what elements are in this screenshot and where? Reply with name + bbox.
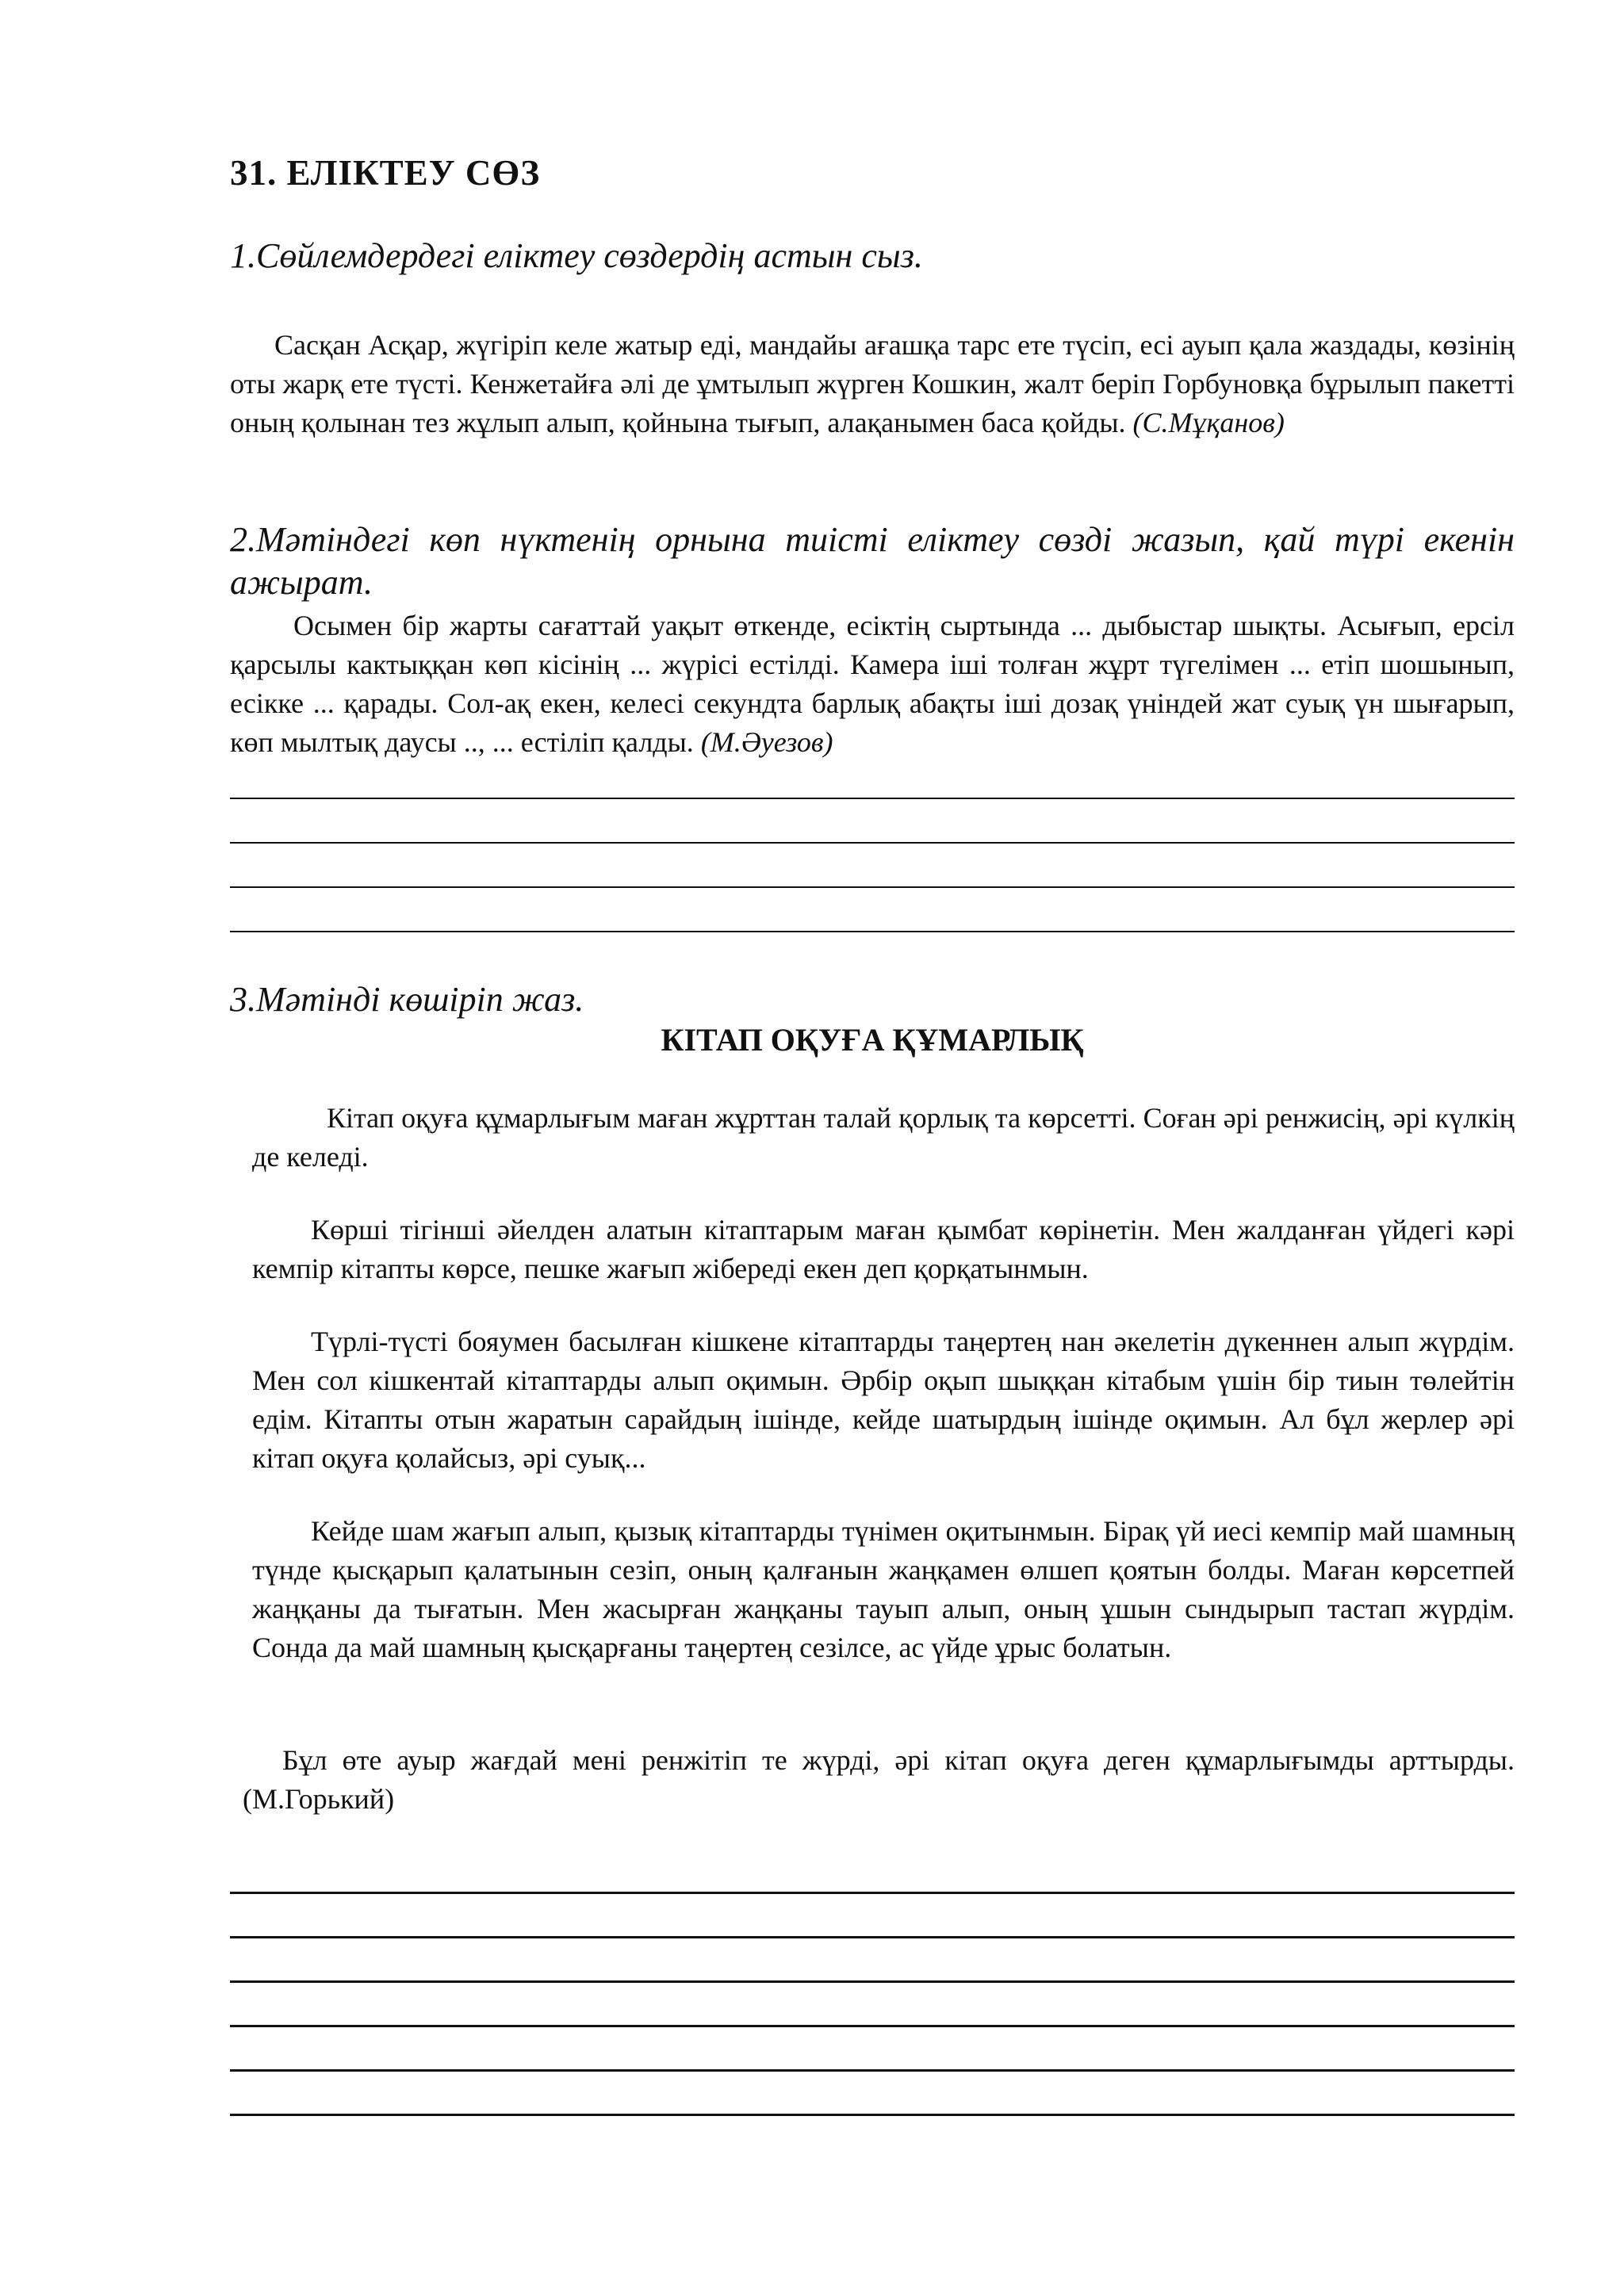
- story-paragraph-3: Түрлі-түсті бояумен басылған кішкене кітаптарды таңертең нан әкелетін дүкеннен алып жүрдім. Мен сол кішкентай кітаптарды алып оқимын. Әрбір оқып шыққан кітабым үшін бір тиын төлейтін едім. Кітапты отын жаратын сарайдың ішінде, кейде шатырдың ішінде оқимын. Ал бұл жерлер әрі кітап оқуға қолайсыз, әрі суық...: [252, 1326, 1515, 1474]
- answer-line: [230, 798, 1515, 799]
- answer-line: [230, 1892, 1515, 1894]
- story-paragraph-1: Кітап оқуға құмарлығым маған жұрттан талай қорлық та көрсетті. Соған әрі ренжисің, әрі күлкің де келеді.: [252, 1102, 1515, 1173]
- answer-line: [230, 1980, 1515, 1983]
- task1-paragraph: [230, 326, 1515, 442]
- task2-paragraph: [230, 607, 1515, 762]
- story-paragraph-4: Кейде шам жағып алып, қызық кітаптарды түнімен оқитынмын. Бірақ үй иесі кемпір май шамның түнде қысқарып қалатынын сезіп, оның қалғанын жаңқамен өлшеп қоятын болды. Маған көрсетпей жаңқаны да тығатын. Мен жасырған жаңқаны тауып алып, оның ұшын сындырып тастап жүрдім. Сонда да май шамның қысқарғаны таңертең сезілсе, ас үйде ұрыс болатын.: [252, 1515, 1515, 1663]
- task1-text: Сасқан Асқар, жүгіріп келе жатыр еді, мандайы ағашқа тарс ете түсіп, есі ауып қала жаздады, көзінің оты жарқ ете түсті. Кенжетайға әлі де ұмтылып жүрген Кошкин, жалт беріп Горбуновқа бұрылып пакетті оның қолынан тез жұлып алып, қойнына тығып, алақанымен баса қойды.: [230, 329, 1515, 438]
- section-title: 31. ЕЛІКТЕУ СӨЗ: [230, 153, 541, 193]
- story-title: КІТАП ОҚУҒА ҚҰМАРЛЫҚ: [661, 1022, 1084, 1058]
- answer-line: [230, 931, 1515, 932]
- answer-line: [230, 2025, 1515, 2027]
- answer-line: [230, 1936, 1515, 1938]
- story-paragraph-5: Бұл өте ауыр жағдай мені ренжітіп те жүрді, әрі кітап оқуға деген құмарлығымды арттырды. (М.Горький): [243, 1744, 1515, 1815]
- answer-line: [230, 886, 1515, 888]
- answer-line: [230, 842, 1515, 844]
- task2-text: Осымен бір жарты сағаттай уақыт өткенде, есіктің сыртында ... дыбыстар шықты. Асығып, ерсіл қарсылы кактыққан көп кісінің ... жүрісі естілді. Камера іші толған жұрт түгелімен ... етіп шошынып, есікке ... қарады. Сол-ақ екен, келесі секундта барлық абақты іші дозақ үніндей жат суық үн шығарып, көп мылтық даусы .., ... естіліп қалды.: [230, 610, 1515, 758]
- task1-heading: 1.Сөйлемдердегі еліктеу сөздердің астын сыз.: [230, 236, 923, 275]
- answer-line: [230, 2069, 1515, 2072]
- story-paragraph-2: Көрші тігінші әйелден алатын кітаптарым маған қымбат көрінетін. Мен жалданған үйдегі кәрі кемпір кітапты көрсе, пешке жағып жібереді екен деп қорқатынмын.: [252, 1214, 1515, 1284]
- answer-line: [230, 2114, 1515, 2116]
- task2-source: (М.Әуезов): [700, 726, 833, 758]
- task1-source: (С.Мұқанов): [1132, 407, 1285, 438]
- task2-heading: 2.Мәтіндегі көп нүктенің орнына тиісті еліктеу сөзді жазып, қай түрі екенін ажырат.: [230, 520, 1515, 602]
- task3-heading: 3.Мәтінді көшіріп жаз.: [230, 980, 584, 1019]
